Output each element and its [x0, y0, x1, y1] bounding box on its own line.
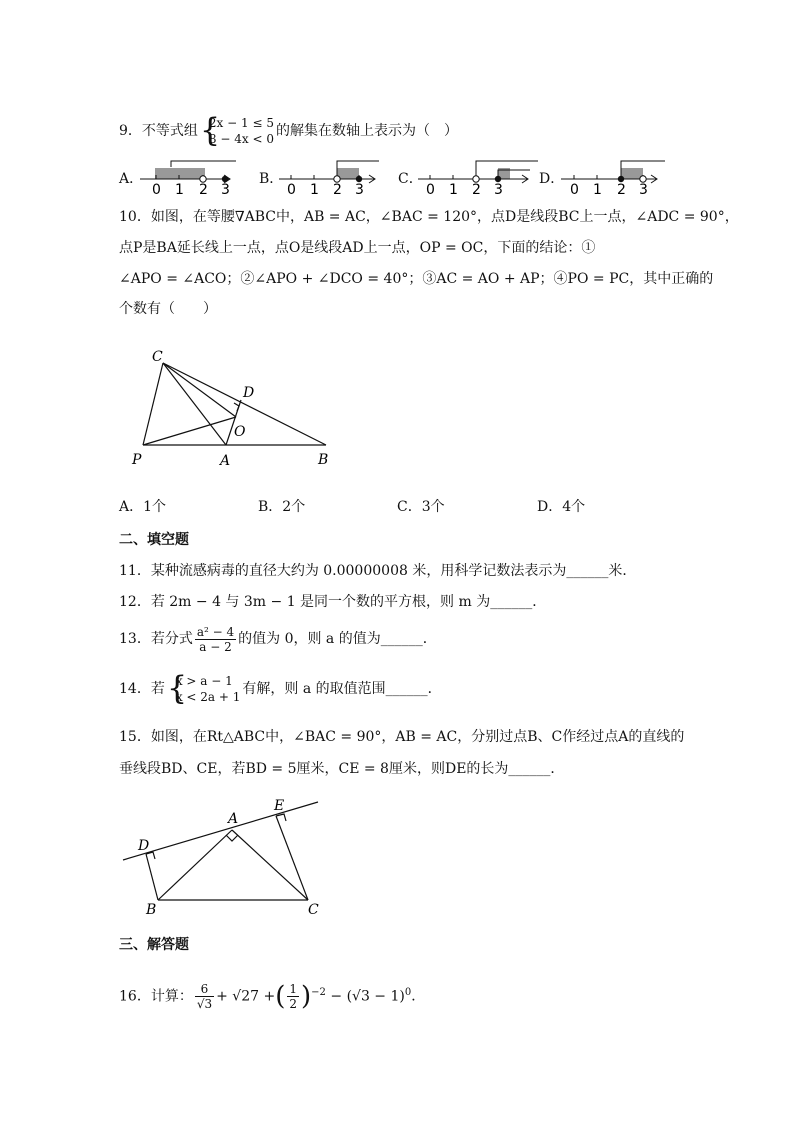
q12-text: 12．若 2m − 4 与 3m − 1 是同一个数的平方根，则 m 为______．: [119, 594, 547, 610]
tick-label: 3: [639, 182, 648, 196]
tick-label: 0: [287, 182, 296, 196]
q14-ineq-2: x < 2a + 1: [175, 690, 241, 704]
q16-minus: −: [330, 988, 343, 1005]
q9-option-d-label[interactable]: D．: [539, 171, 565, 187]
q9-ineq-1: 2x − 1 ≤ 5: [208, 116, 274, 130]
q14-post: 有解，则 a 的取值范围______．: [242, 681, 442, 697]
q14-inequality-system: { x > a − 1 x < 2a + 1: [166, 669, 241, 707]
label-b: B: [318, 452, 329, 468]
tick-label: 2: [199, 182, 208, 196]
q13-post: 的值为 0，则 a 的值为______．: [238, 631, 437, 647]
q16-plus-sqrt27: + √27 +: [216, 988, 276, 1005]
q9-text-pre: 不等式组: [141, 123, 198, 139]
q10-choice-d[interactable]: D．4个: [537, 499, 586, 515]
label-a: A: [228, 811, 239, 827]
q13-pre: 13．若分式: [119, 631, 193, 647]
q9-numberline-b: [279, 156, 379, 196]
tick-label: 1: [175, 182, 184, 196]
q14-ineq-1: x > a − 1: [175, 674, 233, 688]
tick-label: 0: [152, 182, 161, 196]
q16-pre: 16．计算：: [119, 988, 193, 1005]
q10-line-3: ∠APO = ∠ACO；②∠APO + ∠DCO = 40°；③AC = AO + AP；④PO = PC，其中正确的: [119, 271, 714, 287]
q16-f1-numerator: 6: [195, 982, 214, 997]
q9-text-post: 的解集在数轴上表示为（ ）: [275, 123, 458, 139]
q13-denominator: a − 2: [199, 639, 232, 654]
q9-stem: [119, 111, 458, 149]
section-title-solve: 三、解答题: [119, 937, 189, 953]
q16-f1-denominator: √3: [196, 997, 213, 1012]
q9-numberline-c: [418, 156, 543, 196]
q15-line-2: 垂线段BD、CE，若BD = 5厘米，CE = 8厘米，则DE的长为______．: [119, 761, 565, 777]
q10-line-2: 点P是BA延长线上一点，点O是线段AD上一点，OP = OC，下面的结论：①: [119, 240, 596, 256]
q16-exponent-1: −2: [311, 987, 326, 998]
label-d: D: [243, 385, 255, 401]
label-c: C: [152, 349, 163, 365]
q16-f2-denominator: 2: [289, 997, 298, 1012]
label-a: A: [220, 453, 231, 469]
q9-option-b-label[interactable]: B．: [259, 171, 284, 187]
q10-triangle-figure: [128, 345, 338, 470]
tick-label: 2: [472, 182, 481, 196]
q13-numerator: a² − 4: [196, 624, 235, 639]
tick-label: 2: [333, 182, 342, 196]
tick-label: 0: [426, 182, 435, 196]
q9-option-a-label[interactable]: A．: [119, 171, 144, 187]
q16-exponent-2: 0: [404, 987, 412, 998]
q14-text: [119, 669, 442, 707]
q9-ineq-2: 8 − 4x < 0: [208, 132, 274, 146]
tick-label: 1: [593, 182, 602, 196]
label-b: B: [146, 902, 157, 917]
q15-right-triangle-figure: [118, 792, 328, 917]
tick-label: 3: [355, 182, 364, 196]
q9-numberline-a: [140, 156, 240, 196]
tick-label: 0: [570, 182, 579, 196]
q16-paren-expr: (√3 − 1): [346, 988, 405, 1005]
q13-text: [119, 622, 437, 656]
q14-pre: 14．若: [119, 681, 165, 697]
q13-fraction: [195, 625, 236, 654]
label-e: E: [274, 798, 285, 814]
q10-choice-b[interactable]: B．2个: [258, 499, 306, 515]
q16-text: [119, 974, 425, 1016]
section-title-fill-in: 二、填空题: [119, 532, 189, 548]
q9-inequality-system: { 2x − 1 ≤ 5 8 − 4x < 0: [199, 111, 274, 149]
q10-line-4: 个数有（ ）: [119, 301, 217, 317]
q10-line-1: 10．如图，在等腰∇ABC中，AB = AC，∠BAC = 120°，点D是线段BC上一点，∠ADC = 90°，: [119, 209, 739, 225]
q16-close-paren: ): [301, 981, 312, 1012]
q16-fraction-1: [195, 982, 214, 1011]
q16-f2-numerator: 1: [289, 982, 298, 997]
tick-label: 3: [221, 182, 230, 196]
q15-line-1: 15．如图，在Rt△ABC中，∠BAC = 90°，AB = AC，分别过点B、C作经过点A的直线的: [119, 729, 685, 745]
q9-number: 9．: [119, 123, 142, 139]
q10-choice-a[interactable]: A．1个: [119, 499, 167, 515]
tick-label: 2: [617, 182, 626, 196]
label-d: D: [138, 838, 150, 854]
q16-open-paren: (: [275, 981, 286, 1012]
tick-label: 3: [494, 182, 503, 196]
q9-option-c-label[interactable]: C．: [398, 171, 423, 187]
q9-numberline-d: [561, 156, 666, 196]
tick-label: 1: [449, 182, 458, 196]
label-p: P: [132, 452, 142, 468]
q16-end: ．: [411, 988, 426, 1005]
q10-choice-c[interactable]: C．3个: [397, 499, 445, 515]
solution-bracket: [171, 161, 236, 167]
tick-label: 1: [310, 182, 319, 196]
label-c: C: [308, 902, 319, 917]
shaded-region: [155, 168, 205, 179]
label-o: O: [234, 424, 246, 440]
q16-fraction-2: [287, 982, 299, 1011]
q11-text: 11．某种流感病毒的直径大约为 0.00000008 米，用科学记数法表示为______米．: [119, 563, 637, 579]
